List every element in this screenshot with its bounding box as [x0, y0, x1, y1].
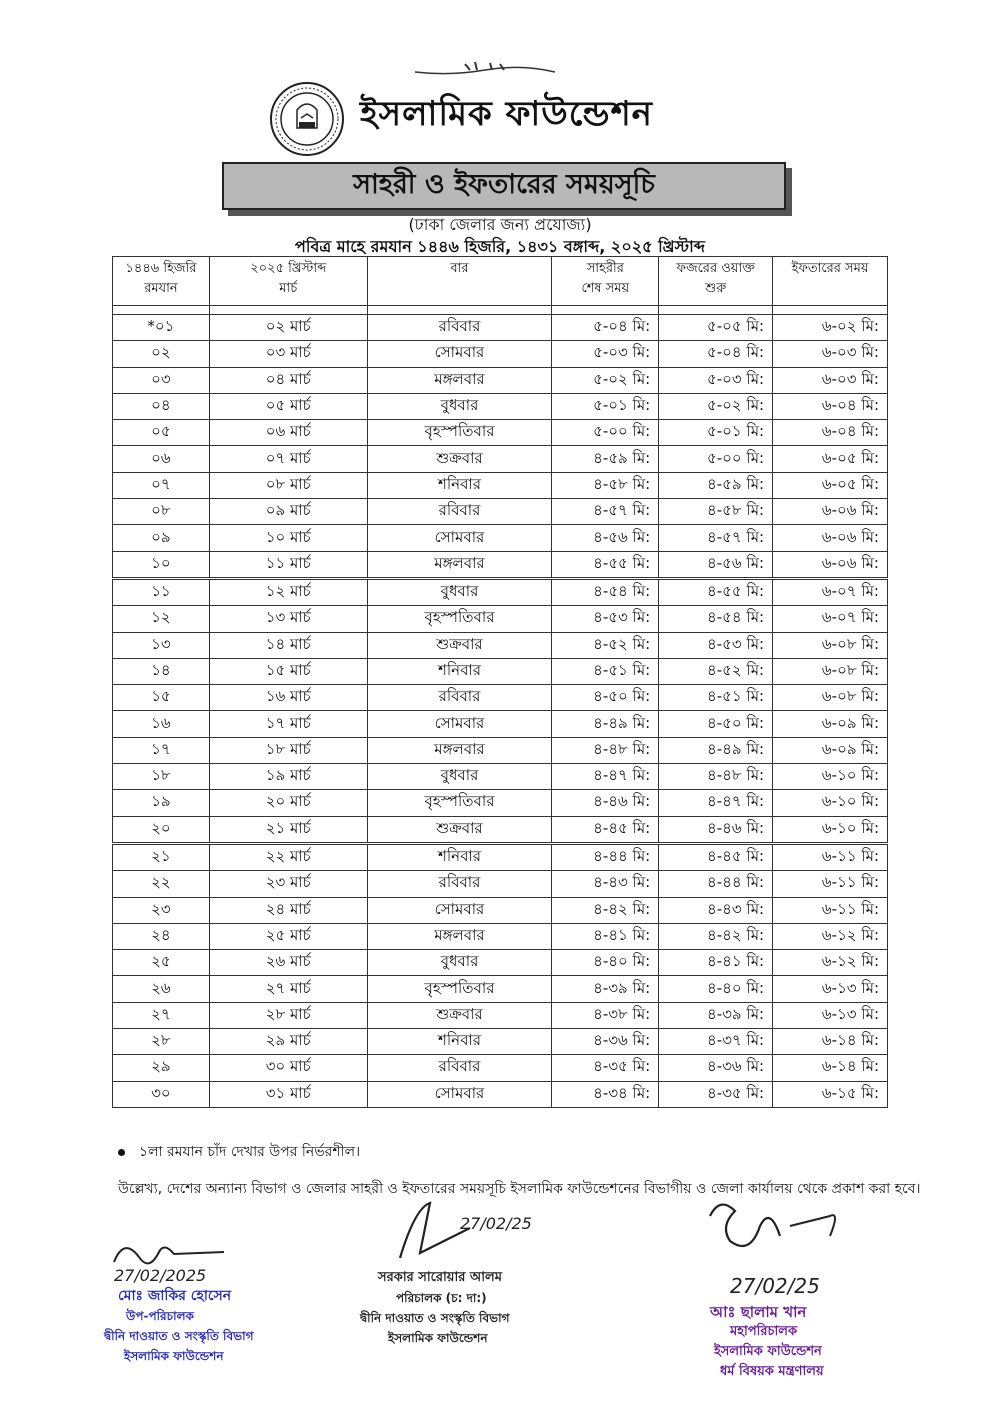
cell-day: সোমবার	[367, 897, 552, 923]
cell-day: বুধবার	[367, 578, 552, 605]
cell-day: শুক্রবার	[367, 632, 552, 658]
cell-iftar: ৬-০৮ মি:	[773, 685, 888, 711]
cell-fajr: ৫-০৪ মি:	[659, 341, 773, 367]
cell-iftar: ৬-০৫ মি:	[773, 446, 888, 472]
cell-hijri: ১৫	[113, 685, 210, 711]
cell-iftar: ৬-০৩ মি:	[773, 367, 888, 393]
cell-hijri: ১৬	[113, 711, 210, 737]
cell-day: বৃহস্পতিবার	[367, 976, 552, 1002]
page-title-text: সাহরী ও ইফতারের সময়সূচি	[353, 168, 655, 200]
header-sehri: সাহরীর শেষ সময়	[552, 257, 659, 306]
cell-day: বুধবার	[367, 393, 552, 419]
cell-iftar: ৬-১২ মি:	[773, 923, 888, 949]
cell-fajr: ৪-৪৬ মি:	[659, 816, 773, 843]
cell-sehri: ৪-৪৭ মি:	[552, 764, 659, 790]
cell-iftar: ৬-০৯ মি:	[773, 737, 888, 763]
cell-hijri: ০৮	[113, 499, 210, 525]
cell-fajr: ৪-৫৫ মি:	[659, 578, 773, 605]
cell-hijri: ১৭	[113, 737, 210, 763]
table-row	[113, 367, 888, 393]
cell-hijri: ২২	[113, 871, 210, 897]
cell-iftar: ৬-১১ মি:	[773, 871, 888, 897]
header-iftar: ইফতারের সময়	[773, 257, 888, 306]
cell-sehri: ৫-০১ মি:	[552, 393, 659, 419]
cell-sehri: ৪-৩৪ মি:	[552, 1081, 659, 1107]
cell-sehri: ৪-৩৮ মি:	[552, 1002, 659, 1028]
cell-fajr: ৪-৪১ মি:	[659, 950, 773, 976]
cell-day: সোমবার	[367, 525, 552, 551]
cell-iftar: ৬-১০ মি:	[773, 764, 888, 790]
organization-name: ইসলামিক ফাউন্ডেশন	[360, 94, 653, 134]
table-row	[113, 1081, 888, 1107]
cell-fajr: ৪-৫৩ মি:	[659, 632, 773, 658]
signature-left-line2: উপ-পরিচালক	[126, 1309, 194, 1323]
schedule-body	[113, 315, 888, 1108]
cell-sehri: ৪-৫৯ মি:	[552, 446, 659, 472]
signature-right-line4: ধর্ম বিষয়ক মন্ত্রণালয়	[720, 1364, 824, 1379]
cell-day: মঙ্গলবার	[367, 551, 552, 578]
bullet-icon	[118, 1149, 125, 1156]
cell-sehri: ৪-৫৭ মি:	[552, 499, 659, 525]
cell-date: ০৬ মার্চ	[209, 420, 367, 446]
cell-hijri: ২৩	[113, 897, 210, 923]
table-row	[113, 632, 888, 658]
cell-hijri: ২৫	[113, 950, 210, 976]
table-row	[113, 658, 888, 684]
cell-day: বুধবার	[367, 950, 552, 976]
cell-hijri: ১১	[113, 578, 210, 605]
cell-day: রবিবার	[367, 685, 552, 711]
cell-day: মঙ্গলবার	[367, 367, 552, 393]
cell-sehri: ৫-০৪ মি:	[552, 315, 659, 341]
remark: উল্লেখ্য, দেশের অন্যান্য বিভাগ ও জেলার সাহরী ও ইফতারের সময়সূচি ইসলামিক ফাউন্ডেশনের বিভাগীয় ও জেলা কার্যালয় থেকে প্রকাশ করা হবে।	[118, 1181, 921, 1197]
table-row	[113, 923, 888, 949]
cell-day: বৃহস্পতিবার	[367, 420, 552, 446]
signature-block-right	[690, 1196, 890, 1382]
cell-day: রবিবার	[367, 1055, 552, 1081]
cell-sehri: ৪-৪১ মি:	[552, 923, 659, 949]
cell-fajr: ৪-৩৭ মি:	[659, 1029, 773, 1055]
cell-fajr: ৪-৫২ মি:	[659, 658, 773, 684]
cell-iftar: ৬-০৪ মি:	[773, 420, 888, 446]
table-row	[113, 1002, 888, 1028]
cell-hijri: ১৯	[113, 790, 210, 816]
signature-middle-name: সরকার সারোয়ার আলম	[378, 1270, 502, 1285]
signature-left-date: 27/02/2025	[114, 1266, 207, 1285]
cell-date: ১৮ মার্চ	[209, 737, 367, 763]
cell-iftar: ৬-০৩ মি:	[773, 341, 888, 367]
cell-sehri: ৪-৫১ মি:	[552, 658, 659, 684]
cell-date: ০২ মার্চ	[209, 315, 367, 341]
cell-date: ১৫ মার্চ	[209, 658, 367, 684]
signature-block-left	[104, 1232, 304, 1366]
cell-date: ১৩ মার্চ	[209, 606, 367, 632]
cell-day: রবিবার	[367, 871, 552, 897]
cell-sehri: ৪-৫৬ মি:	[552, 525, 659, 551]
cell-sehri: ৪-৩৬ মি:	[552, 1029, 659, 1055]
cell-iftar: ৬-০৮ মি:	[773, 632, 888, 658]
signature-right-icon	[690, 1196, 890, 1276]
table-row	[113, 950, 888, 976]
table-row	[113, 472, 888, 498]
cell-fajr: ৪-৫১ মি:	[659, 685, 773, 711]
cell-date: ১২ মার্চ	[209, 578, 367, 605]
cell-hijri: ২৯	[113, 1055, 210, 1081]
cell-fajr: ৪-৫৯ মি:	[659, 472, 773, 498]
cell-day: বৃহস্পতিবার	[367, 790, 552, 816]
table-row	[113, 976, 888, 1002]
cell-iftar: ৬-০৬ মি:	[773, 551, 888, 578]
cell-hijri: ১৩	[113, 632, 210, 658]
cell-date: ০৭ মার্চ	[209, 446, 367, 472]
cell-hijri: ২০	[113, 816, 210, 843]
bismillah-ornament	[410, 58, 560, 78]
cell-iftar: ৬-০৭ মি:	[773, 578, 888, 605]
cell-iftar: ৬-১৩ মি:	[773, 1002, 888, 1028]
cell-day: বুধবার	[367, 764, 552, 790]
cell-hijri: ১৮	[113, 764, 210, 790]
cell-date: ২২ মার্চ	[209, 843, 367, 870]
cell-iftar: ৬-০৬ মি:	[773, 525, 888, 551]
cell-hijri: ০৪	[113, 393, 210, 419]
table-row	[113, 341, 888, 367]
cell-date: ১১ মার্চ	[209, 551, 367, 578]
cell-sehri: ৪-৩৫ মি:	[552, 1055, 659, 1081]
table-header-row	[113, 257, 888, 306]
cell-iftar: ৬-০৮ মি:	[773, 658, 888, 684]
cell-fajr: ৪-৪৪ মি:	[659, 871, 773, 897]
cell-hijri: ২৬	[113, 976, 210, 1002]
cell-hijri: ১৪	[113, 658, 210, 684]
cell-sehri: ৪-৫৮ মি:	[552, 472, 659, 498]
cell-date: ২৬ মার্চ	[209, 950, 367, 976]
cell-date: ১৬ মার্চ	[209, 685, 367, 711]
table-row	[113, 816, 888, 843]
cell-day: শনিবার	[367, 843, 552, 870]
table-row	[113, 1055, 888, 1081]
signature-middle-line4: ইসলামিক ফাউন্ডেশন	[388, 1331, 488, 1345]
cell-day: সোমবার	[367, 711, 552, 737]
cell-hijri: ২৪	[113, 923, 210, 949]
cell-iftar: ৬-১৪ মি:	[773, 1055, 888, 1081]
table-row	[113, 897, 888, 923]
table-row	[113, 551, 888, 578]
cell-sehri: ৪-৩৯ মি:	[552, 976, 659, 1002]
cell-fajr: ৪-৪৭ মি:	[659, 790, 773, 816]
cell-day: সোমবার	[367, 1081, 552, 1107]
table-row	[113, 737, 888, 763]
cell-sehri: ৫-০২ মি:	[552, 367, 659, 393]
table-row	[113, 1029, 888, 1055]
cell-day: শনিবার	[367, 658, 552, 684]
cell-fajr: ৪-৫৭ মি:	[659, 525, 773, 551]
cell-fajr: ৪-৫৮ মি:	[659, 499, 773, 525]
cell-iftar: ৬-১০ মি:	[773, 816, 888, 843]
cell-iftar: ৬-০৪ মি:	[773, 393, 888, 419]
cell-iftar: ৬-১৪ মি:	[773, 1029, 888, 1055]
table-row	[113, 711, 888, 737]
cell-date: ২১ মার্চ	[209, 816, 367, 843]
cell-date: ১০ মার্চ	[209, 525, 367, 551]
cell-hijri: ০৯	[113, 525, 210, 551]
footnote-text: ১লা রমযান চাঁদ দেখার উপর নির্ভরশীল।	[139, 1144, 361, 1160]
cell-day: শুক্রবার	[367, 816, 552, 843]
subtitle-applicability: (ঢাকা জেলার জন্য প্রযোজ্য)	[408, 215, 592, 234]
table-row	[113, 871, 888, 897]
table-row	[113, 843, 888, 870]
cell-day: শুক্রবার	[367, 446, 552, 472]
cell-day: শনিবার	[367, 1029, 552, 1055]
cell-fajr: ৪-৩৫ মি:	[659, 1081, 773, 1107]
cell-day: রবিবার	[367, 315, 552, 341]
cell-day: সোমবার	[367, 341, 552, 367]
cell-date: ২৫ মার্চ	[209, 923, 367, 949]
cell-fajr: ৪-৪৯ মি:	[659, 737, 773, 763]
cell-hijri: ০৬	[113, 446, 210, 472]
table-row	[113, 499, 888, 525]
cell-sehri: ৪-৪৪ মি:	[552, 843, 659, 870]
table-row	[113, 578, 888, 605]
islamic-foundation-logo	[268, 80, 346, 158]
signature-left-name: মোঃ জাকির হোসেন	[118, 1288, 232, 1304]
cell-fajr: ৫-০০ মি:	[659, 446, 773, 472]
cell-day: শনিবার	[367, 472, 552, 498]
cell-hijri: ০২	[113, 341, 210, 367]
cell-day: মঙ্গলবার	[367, 923, 552, 949]
header-day: বার	[367, 257, 552, 306]
cell-hijri: ২৮	[113, 1029, 210, 1055]
schedule-table	[112, 256, 888, 1108]
cell-fajr: ৫-০৩ মি:	[659, 367, 773, 393]
header-gregorian: ২০২৫ খ্রিস্টাব্দ মার্চ	[209, 257, 367, 306]
cell-day: মঙ্গলবার	[367, 737, 552, 763]
cell-date: ২০ মার্চ	[209, 790, 367, 816]
cell-hijri: ০৫	[113, 420, 210, 446]
cell-date: ২৮ মার্চ	[209, 1002, 367, 1028]
signature-middle-line2: পরিচালক (চ: দা:)	[396, 1291, 487, 1305]
cell-iftar: ৬-১৫ মি:	[773, 1081, 888, 1107]
signature-right-name: আঃ ছালাম খান	[710, 1303, 807, 1321]
cell-day: রবিবার	[367, 499, 552, 525]
cell-date: ১৯ মার্চ	[209, 764, 367, 790]
cell-hijri: *০১	[113, 315, 210, 341]
cell-fajr: ৪-৩৬ মি:	[659, 1055, 773, 1081]
cell-fajr: ৪-৩৯ মি:	[659, 1002, 773, 1028]
cell-date: ৩১ মার্চ	[209, 1081, 367, 1107]
signature-middle-line3: দ্বীনি দাওয়াত ও সংস্কৃতি বিভাগ	[360, 1311, 510, 1325]
cell-iftar: ৬-১১ মি:	[773, 843, 888, 870]
cell-sehri: ৪-৫৪ মি:	[552, 578, 659, 605]
cell-fajr: ৪-৫৪ মি:	[659, 606, 773, 632]
cell-sehri: ৪-৪২ মি:	[552, 897, 659, 923]
cell-date: ০৫ মার্চ	[209, 393, 367, 419]
cell-sehri: ৫-০০ মি:	[552, 420, 659, 446]
cell-sehri: ৫-০৩ মি:	[552, 341, 659, 367]
cell-sehri: ৪-৪৮ মি:	[552, 737, 659, 763]
cell-fajr: ৪-৪৫ মি:	[659, 843, 773, 870]
cell-fajr: ৪-৪২ মি:	[659, 923, 773, 949]
cell-date: ০৪ মার্চ	[209, 367, 367, 393]
cell-sehri: ৪-৫৩ মি:	[552, 606, 659, 632]
cell-day: শুক্রবার	[367, 1002, 552, 1028]
cell-day: বৃহস্পতিবার	[367, 606, 552, 632]
cell-date: ০৯ মার্চ	[209, 499, 367, 525]
cell-hijri: ১২	[113, 606, 210, 632]
signature-block-middle	[360, 1198, 560, 1348]
cell-iftar: ৬-১৩ মি:	[773, 976, 888, 1002]
table-row	[113, 606, 888, 632]
cell-date: ২৭ মার্চ	[209, 976, 367, 1002]
cell-sehri: ৪-৪৫ মি:	[552, 816, 659, 843]
cell-fajr: ৫-০১ মি:	[659, 420, 773, 446]
cell-sehri: ৪-৫০ মি:	[552, 685, 659, 711]
table-row	[113, 525, 888, 551]
table-row	[113, 764, 888, 790]
signature-right-line3: ইসলামিক ফাউন্ডেশন	[714, 1344, 822, 1359]
cell-date: ২৪ মার্চ	[209, 897, 367, 923]
cell-fajr: ৪-৫০ মি:	[659, 711, 773, 737]
cell-sehri: ৪-৪০ মি:	[552, 950, 659, 976]
cell-hijri: ৩০	[113, 1081, 210, 1107]
cell-sehri: ৪-৫৫ মি:	[552, 551, 659, 578]
cell-iftar: ৬-১০ মি:	[773, 790, 888, 816]
cell-date: ২৩ মার্চ	[209, 871, 367, 897]
cell-date: ৩০ মার্চ	[209, 1055, 367, 1081]
cell-sehri: ৪-৪৯ মি:	[552, 711, 659, 737]
table-row	[113, 315, 888, 341]
cell-iftar: ৬-০৬ মি:	[773, 499, 888, 525]
cell-date: ০৩ মার্চ	[209, 341, 367, 367]
header-fajr: ফজরের ওয়াক্ত শুরু	[659, 257, 773, 306]
cell-hijri: ২৭	[113, 1002, 210, 1028]
table-row	[113, 446, 888, 472]
table-row	[113, 790, 888, 816]
cell-hijri: ১০	[113, 551, 210, 578]
cell-hijri: ০৭	[113, 472, 210, 498]
cell-fajr: ৪-৪৩ মি:	[659, 897, 773, 923]
cell-iftar: ৬-১১ মি:	[773, 897, 888, 923]
cell-iftar: ৬-০৯ মি:	[773, 711, 888, 737]
signature-right-line2: মহাপরিচালক	[730, 1324, 798, 1339]
cell-iftar: ৬-১২ মি:	[773, 950, 888, 976]
cell-fajr: ৫-০২ মি:	[659, 393, 773, 419]
subtitle-dates: পবিত্র মাহে রমযান ১৪৪৬ হিজরি, ১৪৩১ বঙ্গাব্দ, ২০২৫ খ্রিস্টাব্দ	[295, 237, 705, 256]
cell-fajr: ৪-৪০ মি:	[659, 976, 773, 1002]
cell-sehri: ৪-৫২ মি:	[552, 632, 659, 658]
cell-hijri: ২১	[113, 843, 210, 870]
footnote	[118, 1140, 360, 1164]
cell-fajr: ৪-৪৮ মি:	[659, 764, 773, 790]
cell-fajr: ৪-৫৬ মি:	[659, 551, 773, 578]
cell-date: ২৯ মার্চ	[209, 1029, 367, 1055]
cell-sehri: ৪-৪৬ মি:	[552, 790, 659, 816]
signature-middle-date: 27/02/25	[460, 1214, 532, 1233]
cell-fajr: ৫-০৫ মি:	[659, 315, 773, 341]
cell-iftar: ৬-০৭ মি:	[773, 606, 888, 632]
cell-hijri: ০৩	[113, 367, 210, 393]
cell-date: ০৮ মার্চ	[209, 472, 367, 498]
table-row	[113, 393, 888, 419]
table-row	[113, 420, 888, 446]
cell-date: ১৭ মার্চ	[209, 711, 367, 737]
page-title	[222, 162, 786, 210]
signature-left-line3: দ্বীনি দাওয়াত ও সংস্কৃতি বিভাগ	[104, 1329, 254, 1343]
cell-sehri: ৪-৪৩ মি:	[552, 871, 659, 897]
cell-iftar: ৬-০৫ মি:	[773, 472, 888, 498]
signature-right-date: 27/02/25	[730, 1274, 820, 1298]
cell-iftar: ৬-০২ মি:	[773, 315, 888, 341]
signature-left-line4: ইসলামিক ফাউন্ডেশন	[124, 1349, 224, 1363]
cell-date: ১৪ মার্চ	[209, 632, 367, 658]
header-hijri: ১৪৪৬ হিজরি রমযান	[113, 257, 210, 306]
table-row	[113, 685, 888, 711]
